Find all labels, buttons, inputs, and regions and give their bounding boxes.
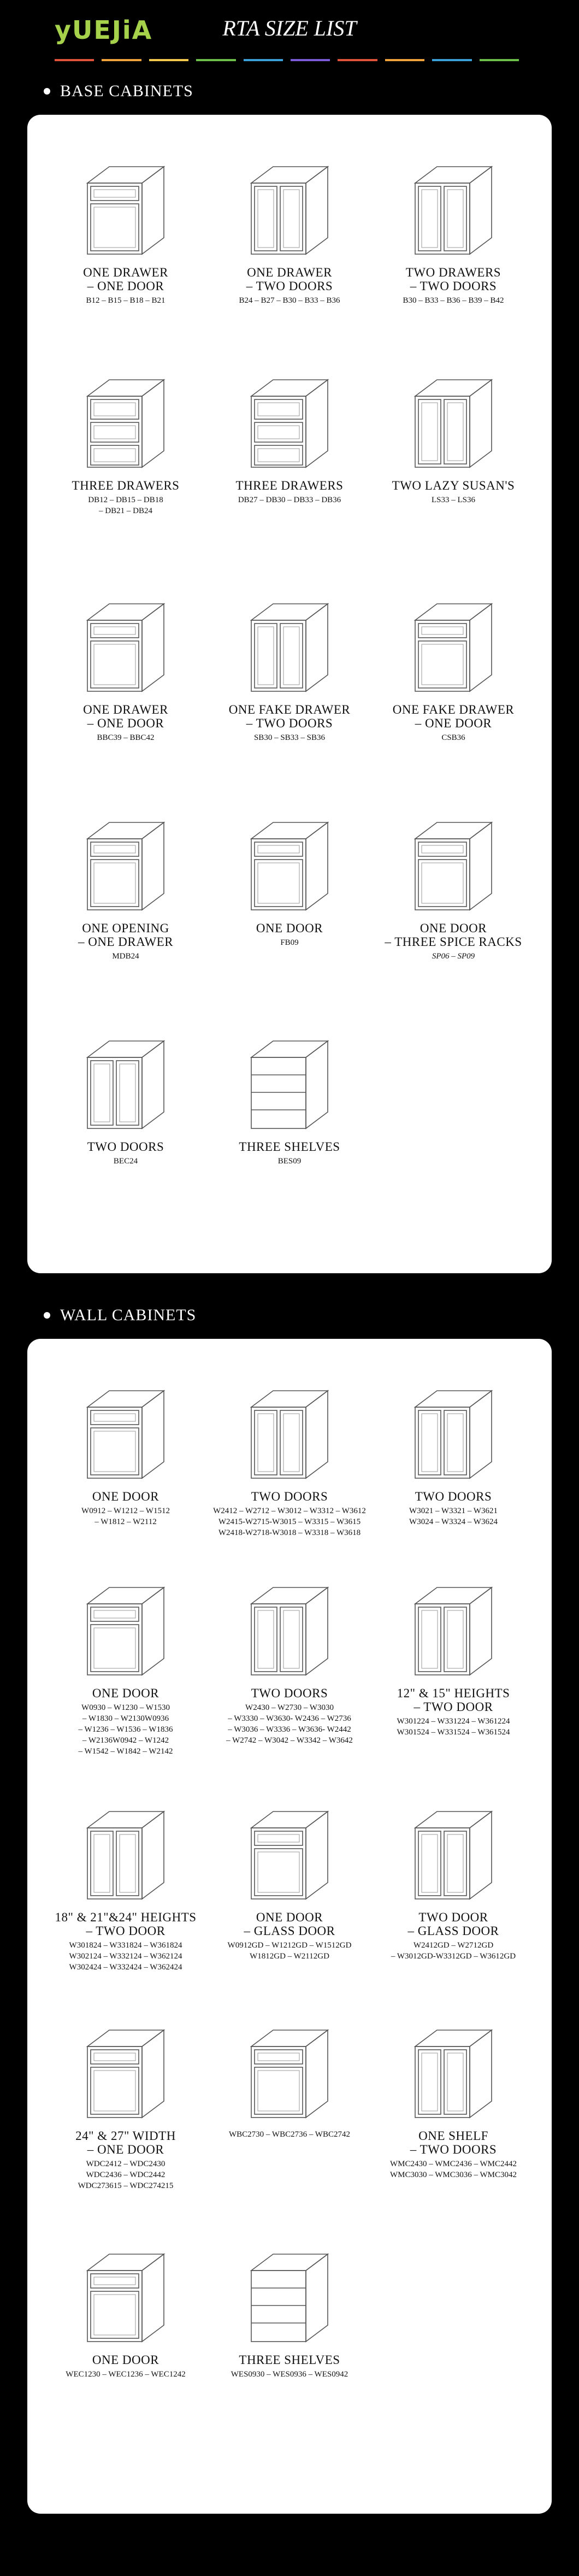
bullet-icon [44, 1312, 50, 1319]
wall-cabinet-item-codes: W301824 – W331824 – W361824 W302124 – W332124 – W362124 W302424 – W332424 – W362424 [69, 1941, 182, 1972]
wall-cabinet-item-name: ONE SHELF – TWO DOORS [410, 2129, 497, 2156]
wall-cabinet-item [208, 1377, 371, 1538]
wall-cabinet-item-name: TWO DOORS [251, 1686, 328, 1700]
wall-cabinet-item-name: TWO DOORS [415, 1490, 492, 1503]
glass-door-wall-one-icon [235, 1798, 344, 1907]
base-cabinet-item [44, 809, 208, 962]
base-cabinet-item-codes: MDB24 [112, 952, 139, 961]
base-cabinet-item-name: THREE DRAWERS [235, 479, 344, 492]
base-cabinet-item [44, 590, 208, 743]
stripe-segment [338, 59, 377, 61]
stripe-segment [196, 59, 235, 61]
glass-door-wall-two-icon [399, 1798, 508, 1907]
base-cabinet-item [208, 809, 371, 948]
stripe-segment [244, 59, 283, 61]
wall-cabinet-item-name: ONE DOOR [92, 1686, 159, 1700]
wall-cabinet-item [208, 1798, 371, 1962]
stripe-segment [480, 59, 519, 61]
wall-cabinet-item [44, 1377, 208, 1527]
page-title: RTA SIZE LIST [222, 16, 357, 40]
wall-cabinet-item-codes: WBC2730 – WBC2736 – WBC2742 [229, 2130, 350, 2139]
base-cabinet-item-name: ONE FAKE DRAWER – ONE DOOR [392, 703, 515, 730]
wall-cabinet-item-codes: W301224 – W331224 – W361224 W301524 – W331524 – W361524 [397, 1717, 510, 1737]
wall-cabinet-item-codes: W0912 – W1212 – W1512 – W1812 – W2112 [81, 1507, 170, 1526]
wall-cabinet-item [208, 2240, 371, 2380]
wall-cabinet-item [44, 1798, 208, 1973]
base-cabinet-item-codes: BES09 [277, 1157, 302, 1166]
microwave-wall-icon [399, 2016, 508, 2126]
wall-cabinet-item-codes: W2430 – W2730 – W3030 – W3330 – W3630- W2436 – W2736 – W3036 – W3336 – W3636- W2442 – W2742 – W3042 – W3342 – W3642 [226, 1703, 353, 1745]
base-cabinet-item-codes: CSB36 [441, 733, 465, 742]
base-cabinet-item-codes: BEC24 [113, 1157, 138, 1166]
deep-wall-two-door-icon [71, 1798, 180, 1907]
base-cabinet-item-codes: B30 – B33 – B36 – B39 – B42 [403, 296, 504, 305]
base-cabinet-two-drawers-two-doors-icon [399, 153, 508, 262]
color-stripe [55, 59, 519, 61]
base-cabinet-item [371, 809, 535, 962]
wall-cabinet-item-name: 18" & 21"&24" HEIGHTS – TWO DOOR [55, 1910, 197, 1938]
base-cabinet-item-name: TWO DOORS [87, 1140, 164, 1154]
wall-cabinet-item [371, 1377, 535, 1527]
filler-base-icon [235, 809, 344, 918]
base-cabinet-item-name: TWO DRAWERS – TWO DOORS [405, 266, 501, 293]
wall-end-corner-icon [71, 2240, 180, 2350]
wall-cabinet-item-name: 12" & 15" HEIGHTS – TWO DOOR [397, 1686, 510, 1714]
stripe-segment [432, 59, 471, 61]
wall-cabinets-panel [27, 1339, 552, 2514]
short-wall-two-doors-icon [235, 1377, 344, 1486]
blind-base-corner-icon [71, 590, 180, 699]
wall-cabinet-item-name: ONE DOOR [92, 2353, 159, 2367]
base-cabinet-item-codes: FB09 [280, 938, 299, 947]
wall-cabinet-item-codes: W0912GD – W1212GD – W1512GD W1812GD – W2112GD [227, 1941, 352, 1961]
three-drawer-wide-base-icon [235, 366, 344, 475]
base-cabinet-item-name: ONE FAKE DRAWER – TWO DOORS [228, 703, 351, 730]
base-cabinet-item-name: ONE DRAWER – ONE DOOR [83, 266, 168, 293]
wall-cabinet-item [44, 1574, 208, 1757]
base-cabinet-item [208, 366, 371, 505]
stripe-segment [385, 59, 424, 61]
wall-cabinet-item-codes: WMC2430 – WMC2436 – WMC2442 WMC3030 – WMC3036 – WMC3042 [390, 2160, 517, 2179]
short-wall-one-door-icon [71, 1377, 180, 1486]
section-heading-wall [44, 1306, 196, 1325]
section-heading-base [44, 82, 193, 101]
base-cabinet-item-codes: BBC39 – BBC42 [97, 733, 155, 742]
wall-cabinet-item-codes: W0930 – W1230 – W1530 – W1830 – W2130W0936 – W1236 – W1536 – W1836 – W2136W0942 – W1242 – W1542 – W1842 – W2142 [78, 1703, 173, 1756]
wall-cabinet-item [44, 2016, 208, 2191]
wall-cabinet-item [371, 2016, 535, 2180]
base-cabinet-item-codes: SB30 – SB33 – SB36 [253, 733, 326, 742]
wall-cabinet-item-name: TWO DOOR – GLASS DOOR [407, 1910, 499, 1938]
wall-cabinet-item [371, 1574, 535, 1738]
blind-corner-wall-icon [235, 2016, 344, 2126]
diagonal-corner-wall-icon [71, 2016, 180, 2126]
mid-wall-two-doors-icon [399, 1377, 508, 1486]
base-end-corner-icon [71, 1027, 180, 1137]
corner-sink-base-icon [399, 590, 508, 699]
base-cabinet-item [371, 366, 535, 505]
base-cabinet-item [371, 153, 535, 306]
wall-cabinet-item-name: 24" & 27" WIDTH – ONE DOOR [75, 2129, 176, 2156]
page-header [0, 0, 579, 71]
spice-rack-base-icon [399, 809, 508, 918]
base-cabinet-item-codes: SP06 – SP09 [432, 952, 475, 961]
base-cabinet-item [208, 1027, 371, 1167]
section-heading-base-label: BASE CABINETS [60, 82, 193, 100]
base-end-shelf-icon [235, 1027, 344, 1137]
base-cabinet-item [44, 366, 208, 516]
microwave-drawer-base-icon [71, 809, 180, 918]
wall-cabinet-item-codes: W2412 – W2712 – W3012 – W3312 – W3612 W2415-W2715-W3015 – W3315 – W3615 W2418-W2718-W3018 – W3318 – W3618 [213, 1507, 366, 1537]
lazy-susan-corner-icon [399, 366, 508, 475]
base-cabinet-item-name: ONE DRAWER – ONE DOOR [83, 703, 168, 730]
wall-cabinet-item-name: ONE DOOR [92, 1490, 159, 1503]
base-cabinet-item-codes: DB27 – DB30 – DB33 – DB36 [238, 496, 341, 504]
stripe-segment [291, 59, 330, 61]
base-cabinet-item [208, 153, 371, 306]
wall-cabinet-item-codes: WES0930 – WES0936 – WES0942 [231, 2370, 348, 2379]
base-cabinet-item-codes: LS33 – LS36 [431, 496, 475, 504]
sink-base-icon [235, 590, 344, 699]
wall-end-shelf-icon [235, 2240, 344, 2350]
tall-wall-two-doors-icon [235, 1574, 344, 1683]
base-cabinet-item-name: ONE DOOR [256, 921, 323, 935]
section-heading-wall-label: WALL CABINETS [60, 1306, 197, 1324]
base-cabinet-item-name: TWO LAZY SUSAN'S [392, 479, 515, 492]
base-cabinet-item-name: ONE OPENING – ONE DRAWER [78, 921, 174, 949]
base-cabinet-item [371, 590, 535, 743]
wall-cabinet-item-codes: W3021 – W3321 – W3621 W3024 – W3324 – W3624 [409, 1507, 498, 1526]
base-cabinet-item [44, 1027, 208, 1167]
stripe-segment [102, 59, 141, 61]
brand-logo: yUEJiA [55, 15, 153, 45]
base-cabinet-item-codes: B24 – B27 – B30 – B33 – B36 [239, 296, 340, 305]
tall-wall-one-door-icon [71, 1574, 180, 1683]
wall-cabinet-item-codes: WDC2412 – WDC2430 WDC2436 – WDC2442 WDC273615 – WDC274215 [78, 2160, 174, 2190]
three-drawer-base-icon [71, 366, 180, 475]
wall-cabinet-item [208, 2016, 371, 2140]
wall-cabinet-item-name: ONE DOOR – GLASS DOOR [244, 1910, 335, 1938]
stripe-segment [55, 59, 94, 61]
base-cabinet-item-name: THREE SHELVES [239, 1140, 340, 1154]
base-cabinet-item [208, 590, 371, 743]
bullet-icon [44, 88, 50, 95]
base-cabinet-item-name: ONE DOOR – THREE SPICE RACKS [385, 921, 522, 949]
base-cabinet-drawer-two-doors-icon [235, 153, 344, 262]
base-cabinet-drawer-door-icon [71, 153, 180, 262]
wall-cabinet-item-name: TWO DOORS [251, 1490, 328, 1503]
base-cabinet-item-name: THREE DRAWERS [72, 479, 180, 492]
base-cabinet-item-name: ONE DRAWER – TWO DOORS [246, 266, 333, 293]
stripe-segment [149, 59, 188, 61]
wall-cabinet-item [44, 2240, 208, 2380]
base-cabinets-panel [27, 115, 552, 1273]
wall-cabinet-item [208, 1574, 371, 1746]
wall-cabinet-item-codes: WEC1230 – WEC1236 – WEC1242 [66, 2370, 186, 2379]
wall-cabinet-item [371, 1798, 535, 1962]
wall-cabinet-item-name: THREE SHELVES [239, 2353, 340, 2367]
base-cabinet-item-codes: DB12 – DB15 – DB18 – DB21 – DB24 [88, 496, 163, 515]
base-cabinet-item [44, 153, 208, 306]
base-cabinet-item-codes: B12 – B15 – B18 – B21 [86, 296, 166, 305]
refrigerator-wall-icon [399, 1574, 508, 1683]
wall-cabinet-item-codes: W2412GD – W2712GD – W3012GD-W3312GD – W3612GD [391, 1941, 516, 1961]
